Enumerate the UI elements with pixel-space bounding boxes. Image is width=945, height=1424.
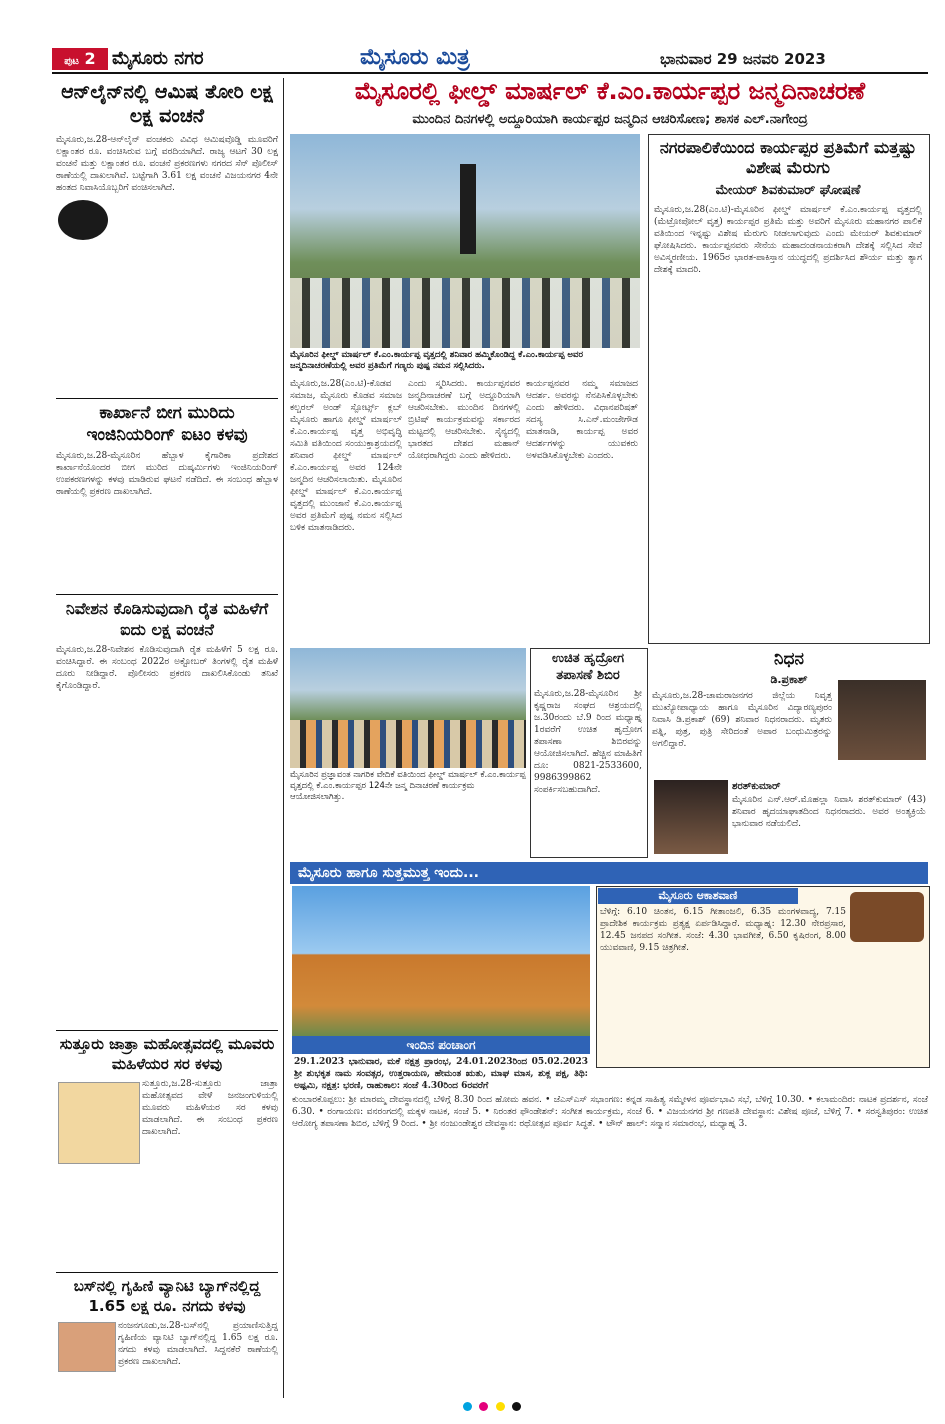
health-camp-headline: ಉಚಿತ ಹೃದ್ರೋಗ ತಪಾಸಣೆ ಶಿಬಿರ (551, 651, 625, 683)
divider (56, 1030, 278, 1031)
lead-col1: ಮೈಸೂರು,ಜ.28(ಎಂ.ಟಿ)-ಕೊಡವ ಸಮಾಜ, ಮೈಸೂರು ಕೊಡವ ಸಮಾಜ ಕಲ್ಚರಲ್ ಅಂಡ್ ಸ್ಪೋರ್ಟ್ಸ್ ಕ್ಲಬ್ ಮೈಸೂರು ಹಾಗೂ ಫೀಲ್ಡ್ ಮಾರ್ಷಲ್ ಕೆ.ಎಂ.ಕಾರ್ಯಪ್ಪ ವೃತ್ತ ಅಭಿವೃದ್ಧಿ ಸಮಿತಿ ವತಿಯಿಂದ ಸಂಯುಕ್ತಾಶ್ರಯದಲ್ಲಿ ಶನಿವಾರ ಫೀಲ್ಡ್ ಮಾರ್ಷಲ್ ಕೆ.ಎಂ.ಕಾರ್ಯಪ್ಪ ಅವರ 124ನೇ ಜನ್ಮದಿನ ಆಚರಿಸಲಾಯಿತು. ಮೈಸೂರಿನ ಫೀಲ್ಡ್ ಮಾರ್ಷಲ್ ಕೆ.ಎಂ.ಕಾರ್ಯಪ್ಪ ವೃತ್ತದಲ್ಲಿ ಮುಂಜಾನೆ ಕೆ.ಎಂ.ಕಾರ್ಯಪ್ಪ ಅವರ ಪ್ರತಿಮೆಗೆ ಪುಷ್ಪ ನಮನ ಸಲ್ಲಿಸಿದ ಬಳಿಕ ಮಾತನಾಡಿದರು. (290, 379, 402, 533)
statue (460, 164, 476, 254)
second-photo-caption: ಮೈಸೂರಿನ ಪ್ರಜ್ಞಾವಂತ ನಾಗರಿಕ ವೇದಿಕೆ ವತಿಯಿಂದ ಫೀಲ್ಡ್ ಮಾರ್ಷಲ್ ಕೆ.ಎಂ.ಕಾರ್ಯಪ್ಪ ವೃತ್ತದಲ್ಲಿ ಕೆ.ಎಂ.ಕಾರ್ಯಪ್ಪರ 124ನೇ ಜನ್ಮ ದಿನಾಚರಣೆ ಕಾರ್ಯಕ್ರಮ ಆಯೋಜಿಸಲಾಗಿತ್ತು. (290, 770, 526, 802)
column-divider-left (283, 78, 284, 1398)
story4-headline: ಸುತ್ತೂರು ಜಾತ್ರಾ ಮಹೋತ್ಸವದಲ್ಲಿ ಮೂವರು ಮಹಿಳೆಯರ ಸರ ಕಳವು (59, 1035, 275, 1073)
page-number: 2 (84, 49, 96, 68)
story3-headline: ನಿವೇಶನ ಕೊಡಿಸುವುದಾಗಿ ರೈತ ಮಹಿಳೆಗೆ ಐದು ಲಕ್ಷ ವಂಚನೆ (65, 599, 269, 639)
page-label: ಪುಟ (64, 56, 79, 67)
divider (56, 1272, 278, 1273)
crowd (290, 278, 640, 348)
cyan-dot (463, 1402, 472, 1411)
obituary-name-2: ಶರತ್‌ಕುಮಾರ್ (732, 781, 781, 792)
palace-photo (292, 886, 590, 1036)
divider (56, 594, 278, 595)
lead-col3: ಕಾರ್ಯಪ್ಪನವರ ನಮ್ಮ ಸಮಾಜದ ಆದರ್ಶ. ಅವರನ್ನು ನೆನಪಿಸಿಕೊಳ್ಳಬೇಕು ಎಂದು ಹೇಳಿದರು. ವಿಧಾನಪರಿಷತ್ ಸದಸ್ಯ ಸಿ.ಎನ್.ಮಂಜೇಗೌಡ ಮಾತನಾಡಿ, ಕಾರ್ಯಪ್ಪ ಅವರ ಆದರ್ಶಗಳನ್ನು ಯುವಕರು ಅಳವಡಿಸಿಕೊಳ್ಳಬೇಕು ಎಂದರು. (526, 379, 638, 461)
obituary-text-1: ಮೈಸೂರು,ಜ.28-ಚಾಮರಾಜನಗರ ಜಿಲ್ಲೆಯ ನಿವೃತ್ತ ಮುಖ್ಯೋಪಾಧ್ಯಾಯ ಹಾಗೂ ಮೈಸೂರಿನ ವಿದ್ಯಾರಣ್ಯಪುರಂ ನಿವಾಸಿ ಡಿ.ಪ್ರಕಾಶ್ (69) ಶನಿವಾರ ನಿಧನರಾದರು. ಮೃತರು ಪತ್ನಿ, ಪುತ್ರ, ಪುತ್ರಿ ಸೇರಿದಂತೆ ಅಪಾರ ಬಂಧುಮಿತ್ರರನ್ನು ಅಗಲಿದ್ದಾರೆ. (652, 691, 832, 749)
group (290, 720, 526, 768)
lead-photo-caption: ಮೈಸೂರಿನ ಫೀಲ್ಡ್ ಮಾರ್ಷಲ್ ಕೆ.ಎಂ.ಕಾರ್ಯಪ್ಪ ವೃತ್ತದಲ್ಲಿ ಶನಿವಾರ ಹಮ್ಮಿಕೊಂಡಿದ್ದ ಕೆ.ಎಂ.ಕಾರ್ಯಪ್ಪ ಅವರ ಜನ್ಮದಿನಾಚರಣೆಯಲ್ಲಿ ಅವರ ಪ್ರತಿಮೆಗೆ ಗಣ್ಯರು ಪುಷ್ಪ ನಮನ ಸಲ್ಲಿಸಿದರು. (290, 350, 583, 371)
radio-title: ಮೈಸೂರು ಆಕಾಶವಾಣಿ (598, 888, 798, 904)
panchanga-text: 29.1.2023 ಭಾನುವಾರ, ಮಕೆ ನಕ್ಷತ್ರ ಪ್ರಾರಂಭ, 24.01.2023ರಿಂದ 05.02.2023 ಶ್ರೀ ಶುಭಕೃತ ನಾಮ ಸಂವತ್ಸರ, ಉತ್ತರಾಯಣ, ಹೇಮಂತ ಋತು, ಮಾಘ ಮಾಸ, ಶುಕ್ಲ ಪಕ್ಷ, ತಿಥಿ: ಅಷ್ಟಮಿ, ನಕ್ಷತ್ರ: ಭರಣಿ, ರಾಹುಕಾಲ: ಸಂಜೆ 4.30ರಿಂದ 6ರವರೆಗೆ (294, 1057, 588, 1090)
page-number-badge (52, 48, 108, 70)
story5-headline: ಬಸ್‌ನಲ್ಲಿ ಗೃಹಿಣಿ ವ್ಯಾನಿಟಿ ಬ್ಯಾಗ್‌ನಲ್ಲಿದ್ದ 1.65 ಲಕ್ಷ ರೂ. ನಗದು ಕಳವು (73, 1277, 261, 1315)
lead-subhead: ಮುಂದಿನ ದಿನಗಳಲ್ಲಿ ಅದ್ದೂರಿಯಾಗಿ ಕಾರ್ಯಪ್ಪರ ಜನ್ಮದಿನ ಆಚರಿಸೋಣ; ಶಾಸಕ ಎಲ್.ನಾಗೇಂದ್ರ (412, 112, 808, 127)
events-list: ಕುಂಬಾರಕೊಪ್ಪಲು: ಶ್ರೀ ಮಾರಮ್ಮ ದೇವಸ್ಥಾನದಲ್ಲಿ ಬೆಳಿಗ್ಗೆ 8.30 ರಿಂದ ಹೋಮ ಹವನ. • ಜೆಎಸ್‌ಎಸ್ ಸಭಾಂಗಣ: ಕನ್ನಡ ಸಾಹಿತ್ಯ ಸಮ್ಮೇಳನ ಪೂರ್ವಭಾವಿ ಸಭೆ, ಬೆಳಿಗ್ಗೆ 10.30. • ಕಲಾಮಂದಿರ: ನಾಟಕ ಪ್ರದರ್ಶನ, ಸಂಜೆ 6.30. • ರಂಗಾಯಣ: ವನರಂಗದಲ್ಲಿ ಮಕ್ಕಳ ನಾಟಕ, ಸಂಜೆ 5. • ನಿರಂತರ ಫೌಂಡೇಶನ್: ಸಂಗೀತ ಕಾರ್ಯಕ್ರಮ, ಸಂಜೆ 6. • ವಿಜಯನಗರ ಶ್ರೀ ಗಣಪತಿ ದೇವಸ್ಥಾನ: ವಿಶೇಷ ಪೂಜೆ, ಬೆಳಿಗ್ಗೆ 7. • ಸರಸ್ವತಿಪುರಂ: ಉಚಿತ ಆರೋಗ್ಯ ತಪಾಸಣಾ ಶಿಬಿರ, ಬೆಳಿಗ್ಗೆ 9 ರಿಂದ. • ಶ್ರೀ ನಂಜುಂಡೇಶ್ವರ ದೇವಸ್ಥಾನ: ರಥೋತ್ಸವ ಪೂರ್ವ ಸಿದ್ಧತೆ. • ಟೌನ್ ಹಾಲ್: ಸನ್ಮಾನ ಸಮಾರಂಭ, ಮಧ್ಯಾಹ್ನ 3. (292, 1095, 928, 1129)
story3-body: ಮೈಸೂರು,ಜ.28-ನಿವೇಶನ ಕೊಡಿಸುವುದಾಗಿ ರೈತ ಮಹಿಳೆಗೆ 5 ಲಕ್ಷ ರೂ. ವಂಚಿಸಿದ್ದಾರೆ. ಈ ಸಂಬಂಧ 2022ರ ಅಕ್ಟೋಬರ್ ತಿಂಗಳಲ್ಲಿ ರೈತ ಮಹಿಳೆ ದೂರು ನೀಡಿದ್ದಾರೆ. ಪೊಲೀಸರು ಪ್ರಕರಣ ದಾಖಲಿಸಿಕೊಂಡು ತನಿಖೆ ಕೈಗೊಂಡಿದ್ದಾರೆ. (56, 645, 278, 691)
issue-date: ಭಾನುವಾರ 29 ಜನವರಿ 2023 (660, 50, 826, 68)
obituary-photo-2 (654, 780, 728, 854)
second-photo (290, 648, 526, 768)
story2-body: ಮೈಸೂರು,ಜ.28-ಮೈಸೂರಿನ ಹೆಬ್ಬಾಳ ಕೈಗಾರಿಕಾ ಪ್ರದೇಶದ ಕಾರ್ಖಾನೆಯೊಂದರ ಬೀಗ ಮುರಿದ ದುಷ್ಕರ್ಮಿಗಳು ಇಂಜಿನಿಯರಿಂಗ್ ಉಪಕರಣಗಳನ್ನು ಕಳವು ಮಾಡಿರುವ ಘಟನೆ ನಡೆದಿದೆ. ಈ ಸಂಬಂಧ ಹೆಬ್ಬಾಳ ಠಾಣೆಯಲ್ಲಿ ಪ್ರಕರಣ ದಾಖಲಾಗಿದೆ. (56, 451, 278, 497)
cartoon-illustration (58, 1082, 140, 1164)
lead-headline: ಮೈಸೂರಲ್ಲಿ ಫೀಲ್ಡ್ ಮಾರ್ಷಲ್ ಕೆ.ಎಂ.ಕಾರ್ಯಪ್ಪರ ಜನ್ಮದಿನಾಚರಣೆ (354, 77, 866, 105)
right-story-headline: ನಗರಪಾಲಿಕೆಯಿಂದ ಕಾರ್ಯಪ್ಪರ ಪ್ರತಿಮೆಗೆ ಮತ್ತಷ್ಟು ವಿಶೇಷ ಮೆರುಗು (659, 138, 917, 177)
divider (56, 398, 278, 399)
right-story-subhead: ಮೇಯರ್ ಶಿವಕುಮಾರ್ ಘೋಷಣೆ (715, 183, 861, 198)
panchanga-title: ಇಂದಿನ ಪಂಚಾಂಗ (292, 1036, 590, 1054)
story1-headline: ಆನ್‌ಲೈನ್‌ನಲ್ಲಿ ಆಮಿಷ ತೋರಿ ಲಕ್ಷ ಲಕ್ಷ ವಂಚನೆ (61, 81, 273, 127)
obituary-headline: ನಿಧನ (774, 649, 804, 669)
story5-body: ನಂಜನಗೂಡು,ಜ.28-ಬಸ್‌ನಲ್ಲಿ ಪ್ರಯಾಣಿಸುತ್ತಿದ್ದ ಗೃಹಿಣಿಯ ವ್ಯಾನಿಟಿ ಬ್ಯಾಗ್‌ನಲ್ಲಿದ್ದ 1.65 ಲಕ್ಷ ರೂ. ನಗದು ಕಳವು ಮಾಡಲಾಗಿದೆ. ಸಿದ್ದನಕೆರೆ ಠಾಣೆಯಲ್ಲಿ ಪ್ರಕರಣ ದಾಖಲಾಗಿದೆ. (118, 1321, 278, 1367)
section-title: ಮೈಸೂರು ನಗರ (112, 48, 204, 69)
obituary-photo-1 (838, 680, 926, 760)
story1-body: ಮೈಸೂರು,ಜ.28-ಆನ್‌ಲೈನ್ ವಂಚಕರು ವಿವಿಧ ಆಮಿಷವೊಡ್ಡಿ ಮೂವರಿಗೆ ಲಕ್ಷಾಂತರ ರೂ. ವಂಚಿಸಿರುವ ಬಗ್ಗೆ ವರದಿಯಾಗಿದೆ. ರಾಜ್ಯ ಆಟಗೆ 30 ಲಕ್ಷ ವಂಚನೆ ಮತ್ತು ಲಕ್ಷಾಂತರ ರೂ. ವಂಚನೆ ಪ್ರಕರಣಗಳು ನಗರದ ಸೆನ್ ಪೊಲೀಸ್ ಠಾಣೆಯಲ್ಲಿ ದಾಖಲಾಗಿವೆ. ಬಟ್ಟೆಗಾಗಿ 3.61 ಲಕ್ಷ ವಂಚನೆ ವಿಜಯನಗರ 4ನೇ ಹಂತದ ನಿವಾಸಿಯೊಬ್ಬರಿಗೆ ವಂಚಿಸಲಾಗಿದೆ. (56, 135, 278, 193)
radio-icon (850, 892, 924, 942)
masthead: ಮೈಸೂರು ಮಿತ್ರ (360, 44, 470, 70)
story2-headline: ಕಾರ್ಖಾನೆ ಬೀಗ ಮುರಿದು ಇಂಜಿನಿಯರಿಂಗ್ ಐಟಂ ಕಳವು (86, 403, 248, 445)
right-story-body: ಮೈಸೂರು,ಜ.28(ಎಂ.ಟಿ)-ಮೈಸೂರಿನ ಫೀಲ್ಡ್ ಮಾರ್ಷಲ್ ಕೆ.ಎಂ.ಕಾರ್ಯಪ್ಪ ವೃತ್ತದಲ್ಲಿ (ಮೆಟ್ರೋಪೋಲ್ ವೃತ್ತ) ಕಾರ್ಯಪ್ಪರ ಪ್ರತಿಮೆ ಮತ್ತು ಅವರಿಗೆ ಮೈಸೂರು ಮಹಾನಗರ ಪಾಲಿಕೆ ವತಿಯಿಂದ ಇನ್ನಷ್ಟು ವಿಶೇಷ ಮೆರುಗು ನೀಡಲಾಗುವುದು ಎಂದು ಮೇಯರ್ ಶಿವಕುಮಾರ್ ಘೋಷಿಸಿದರು. ಕಾರ್ಯಪ್ಪನವರು ಸೇನೆಯ ಮಹಾದಂಡನಾಯಕರಾಗಿ ದೇಶಕ್ಕೆ ಸಲ್ಲಿಸಿದ ಸೇವೆ ಅವಿಸ್ಮರಣೀಯ. 1965ರ ಭಾರತ-ಪಾಕಿಸ್ತಾನ ಯುದ್ಧದಲ್ಲಿ ಪ್ರದರ್ಶಿಸಿದ ಶೌರ್ಯ ಮತ್ತು ತ್ಯಾಗ ದೇಶಕ್ಕೆ ಮಾದರಿ. (654, 205, 922, 275)
yellow-dot (496, 1402, 505, 1411)
crime-logo (58, 200, 108, 240)
header-rule (52, 72, 928, 74)
obituary-name-1: ಡಿ.ಪ್ರಕಾಶ್ (770, 673, 808, 686)
today-banner: ಮೈಸೂರು ಹಾಗೂ ಸುತ್ತಮುತ್ತ ಇಂದು... (290, 862, 928, 884)
handbag-illustration (58, 1322, 116, 1372)
health-camp-body: ಮೈಸೂರು,ಜ.28-ಮೈಸೂರಿನ ಶ್ರೀ ಕೃಷ್ಣರಾಜ ಸಂಘದ ಆಶ್ರಯದಲ್ಲಿ ಜ.30ರಂದು ಬೆ.9 ರಿಂದ ಮಧ್ಯಾಹ್ನ 1ರವರೆಗೆ ಉಚಿತ ಹೃದ್ರೋಗ ತಪಾಸಣಾ ಶಿಬಿರವನ್ನು ಆಯೋಜಿಸಲಾಗಿದೆ. ಹೆಚ್ಚಿನ ಮಾಹಿತಿಗೆ ದೂ: 0821-2533600, 9986399862 ಸಂಪರ್ಕಿಸಬಹುದಾಗಿದೆ. (534, 689, 642, 795)
lead-photo (290, 134, 640, 348)
footer-registration-marks (56, 1402, 928, 1416)
black-dot (512, 1402, 521, 1411)
story4-body: ಸುತ್ತೂರು,ಜ.28-ಸುತ್ತೂರು ಜಾತ್ರಾ ಮಹೋತ್ಸವದ ವೇಳೆ ಜನಜಂಗುಳಿಯಲ್ಲಿ ಮೂವರು ಮಹಿಳೆಯರ ಸರ ಕಳವು ಮಾಡಲಾಗಿದೆ. ಈ ಸಂಬಂಧ ಪ್ರಕರಣ ದಾಖಲಾಗಿದೆ. (142, 1079, 278, 1137)
magenta-dot (479, 1402, 488, 1411)
obituary-text-2: ಮೈಸೂರಿನ ಎನ್.ಆರ್.ಮೊಹಲ್ಲಾ ನಿವಾಸಿ ಶರತ್‌ಕುಮಾರ್ (43) ಶನಿವಾರ ಹೃದಯಾಘಾತದಿಂದ ನಿಧನರಾದರು. ಅವರ ಅಂತ್ಯಕ್ರಿಯೆ ಭಾನುವಾರ ನಡೆಯಲಿದೆ. (732, 795, 926, 829)
lead-col2: ಎಂದು ಸ್ಮರಿಸಿದರು. ಕಾರ್ಯಪ್ಪನವರ ಜನ್ಮದಿನಾಚರಣೆ ಬಗ್ಗೆ ಅದ್ದೂರಿಯಾಗಿ ಆಚರಿಸಬೇಕು. ಮುಂದಿನ ದಿನಗಳಲ್ಲಿ ಬ್ರಿಟಿಷ್ ಕಾರ್ಯಕ್ರಮವನ್ನು ಸರ್ಕಾರದ ಮಟ್ಟದಲ್ಲಿ ಆಚರಿಸಬೇಕು. ಸೈನ್ಯದಲ್ಲಿ ಭಾರತದ ದೇಶದ ಮಹಾನ್ ಯೋಧರಾಗಿದ್ದರು ಎಂದು ಹೇಳಿದರು. (408, 379, 520, 461)
radio-text: ಬೆಳಿಗ್ಗೆ: 6.10 ಚಿಂತನ, 6.15 ಗೀತಾಂಜಲಿ, 6.35 ಮಂಗಳವಾದ್ಯ, 7.15 ಪ್ರಾದೇಶಿಕ ಕಾರ್ಯಕ್ರಮ ಪ್ರತ್ಯಕ್ಷ ಏರ್ಪಡಿಸಿದ್ದಾರೆ. ಮಧ್ಯಾಹ್ನ: 12.30 ನೇರಪ್ರಸಾರ, 12.45 ಜನಪದ ಸಂಗೀತ. ಸಂಜೆ: 4.30 ಭಾವಗೀತೆ, 6.50 ಕೃಷಿರಂಗ, 8.00 ಯುವವಾಣಿ, 9.15 ಚಿತ್ರಗೀತೆ. (600, 907, 846, 953)
